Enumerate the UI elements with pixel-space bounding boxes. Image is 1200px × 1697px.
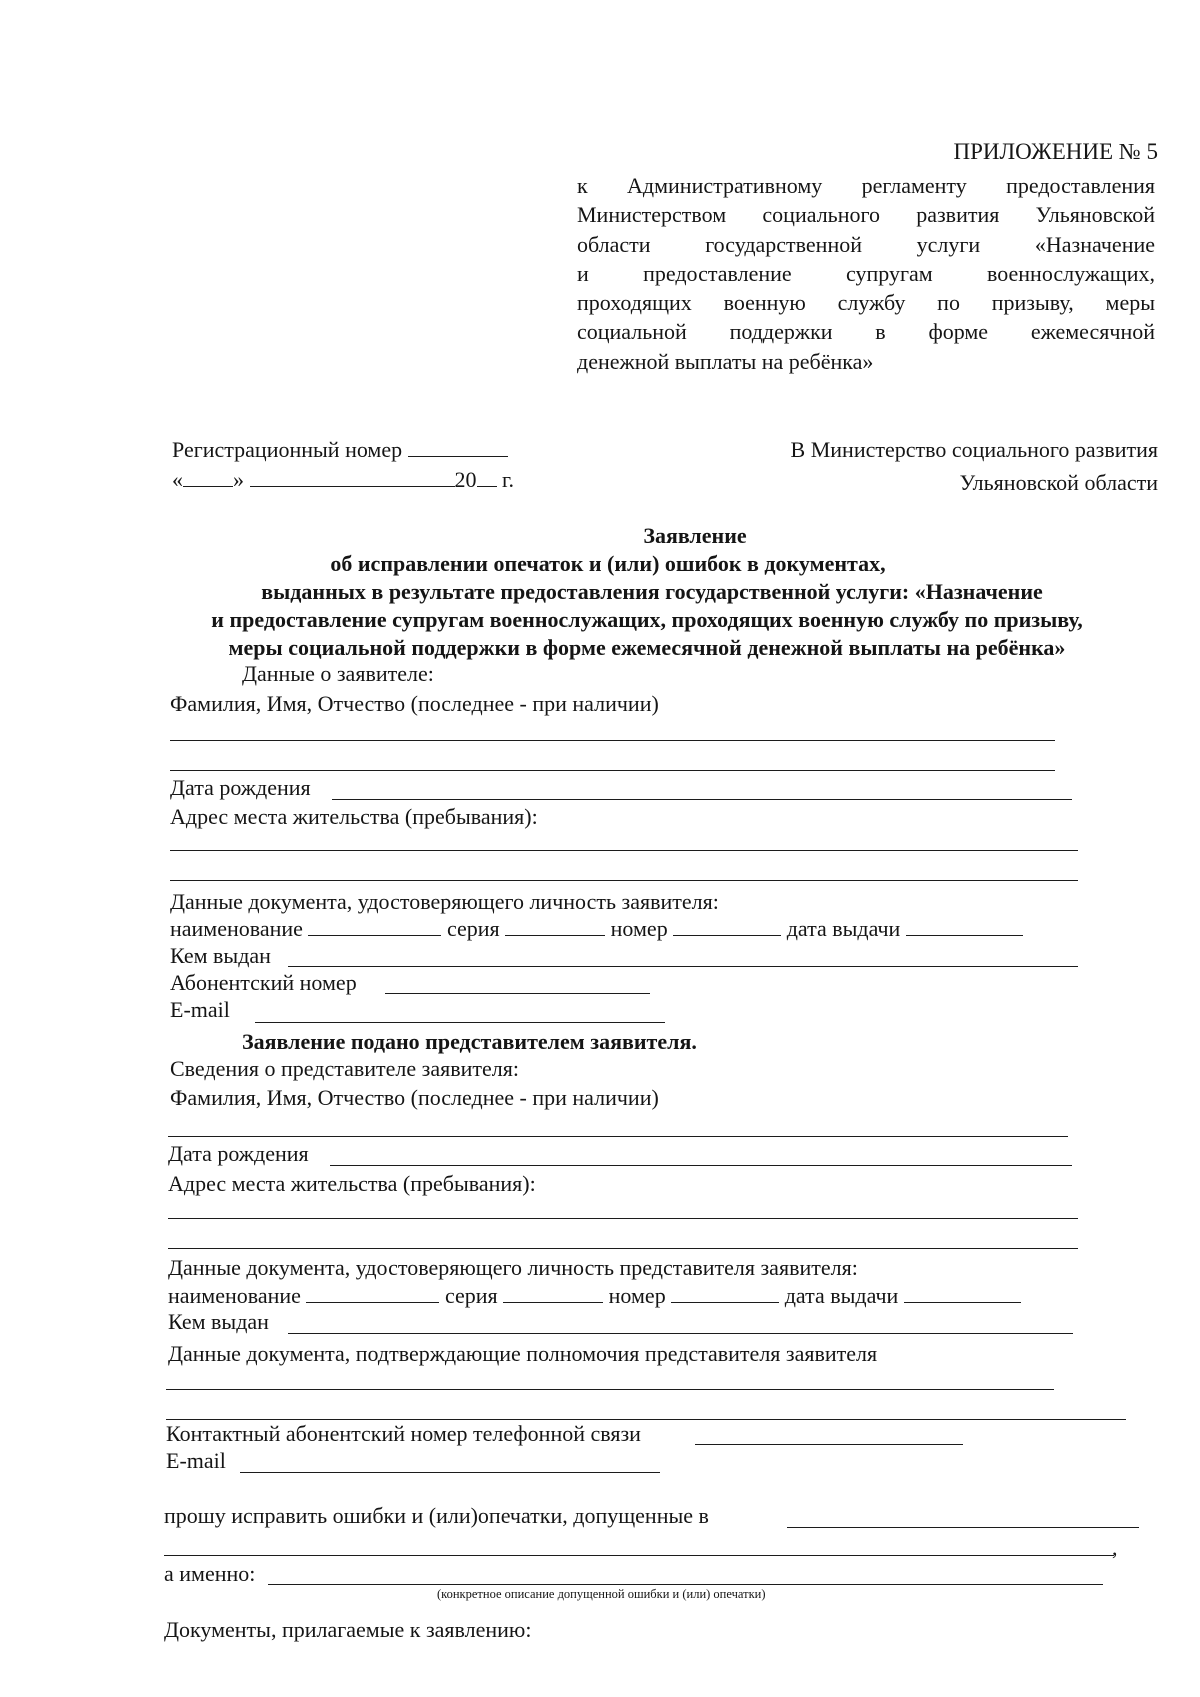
attachments-label: Документы, прилагаемые к заявлению: [164,1617,532,1642]
heading-line: меры социальной поддержки в форме ежемесячной денежной выплаты на ребёнка» [228,635,1066,660]
representative-authority-line-1[interactable] [166,1389,1054,1390]
doc-series-label: серия [446,916,500,941]
heading-line: об исправлении опечаток и (или) ошибок в документах, [330,551,886,576]
applicant-email-label: E-mail [170,997,230,1022]
applicant-doc-label: Данные документа, удостоверяющего личность заявителя: [170,889,719,914]
applicant-doc-row [170,915,1023,943]
representative-address-line-1[interactable] [168,1218,1078,1219]
appendix-line: денежной выплаты на ребёнка» [577,348,874,374]
applicant-phone-field[interactable] [385,993,650,994]
appendix-line: социальной поддержки в форме ежемесячной [577,319,1155,345]
addressee-line: В Министерство социального развития [790,437,1158,462]
representative-doc-number-field[interactable] [671,1282,779,1303]
representative-email-label: E-mail [166,1448,226,1473]
applicant-doc-series-field[interactable] [505,915,605,936]
representative-doc-label: Данные документа, удостоверяющего личность представителя заявителя: [168,1255,858,1280]
representative-heading: Заявление подано представителем заявителя. [242,1029,697,1054]
representative-doc-row [168,1282,1021,1310]
representative-phone-field[interactable] [695,1444,963,1445]
representative-doc-name-field[interactable] [306,1282,439,1303]
request-document-field[interactable] [787,1527,1139,1528]
registration-number-label: Регистрационный номер [172,437,403,462]
request-text: прошу исправить ошибки и (или)опечатки, допущенные в [164,1503,709,1528]
applicant-section-label: Данные о заявителе: [242,661,434,686]
date-month-field[interactable] [250,466,455,487]
date-year-prefix: 20 [454,467,477,492]
registration-date-row [172,466,514,494]
date-year-field[interactable] [477,466,497,487]
applicant-phone-label: Абонентский номер [170,970,357,995]
doc-date-label: дата выдачи [786,916,901,941]
namely-field[interactable] [268,1584,1103,1585]
representative-doc-series-field[interactable] [503,1282,603,1303]
applicant-doc-date-field[interactable] [906,915,1023,936]
namely-note: (конкретное описание допущенной ошибки и (или) опечатки) [437,1587,766,1601]
appendix-title: ПРИЛОЖЕНИЕ № 5 [953,139,1158,164]
applicant-address-label: Адрес места жительства (пребывания): [170,804,538,829]
representative-authority-label: Данные документа, подтверждающие полномочия представителя заявителя [168,1341,878,1366]
date-year-suffix: г. [502,467,515,492]
representative-email-field[interactable] [240,1472,660,1473]
heading-line: выданных в результате предоставления государственной услуги: «Назначение [261,579,1043,604]
request-comma: , [1112,1535,1118,1560]
applicant-issued-by-field[interactable] [288,966,1078,967]
appendix-text [577,171,1155,376]
applicant-birth-label: Дата рождения [170,775,311,800]
registration-number-field[interactable] [408,436,508,457]
doc-number-label: номер [610,916,668,941]
applicant-issued-by-label: Кем выдан [170,943,271,968]
applicant-fio-line-1[interactable] [170,740,1055,741]
representative-address-label: Адрес места жительства (пребывания): [168,1171,536,1196]
doc-name-label: наименование [170,916,303,941]
date-open-quote: « [172,467,183,492]
representative-issued-by-label: Кем выдан [168,1309,269,1334]
representative-fio-label: Фамилия, Имя, Отчество (последнее - при наличии) [170,1085,659,1110]
doc-series-label: серия [444,1283,498,1308]
applicant-doc-number-field[interactable] [673,915,781,936]
representative-doc-date-field[interactable] [904,1282,1021,1303]
representative-birth-field[interactable] [330,1165,1072,1166]
date-day-field[interactable] [183,466,233,487]
representative-fio-line[interactable] [168,1136,1068,1137]
heading-line: и предоставление супругам военнослужащих, проходящих военную службу по призыву, [211,607,1083,632]
registration-number-row [172,436,508,464]
applicant-doc-name-field[interactable] [308,915,441,936]
applicant-birth-field[interactable] [332,799,1072,800]
representative-issued-by-field[interactable] [288,1333,1073,1334]
representative-info-label: Сведения о представителе заявителя: [170,1056,519,1081]
applicant-fio-label: Фамилия, Имя, Отчество (последнее - при наличии) [170,691,659,716]
request-document-line-2[interactable] [164,1555,1114,1556]
representative-birth-label: Дата рождения [168,1141,309,1166]
doc-number-label: номер [608,1283,666,1308]
appendix-line: к Административному регламенту предоставления [577,173,1155,198]
addressee [791,436,1158,496]
appendix-line: и предоставление супругам военнослужащих, [577,260,1155,286]
date-close-quote: » [233,467,244,492]
doc-date-label: дата выдачи [784,1283,899,1308]
applicant-address-line-1[interactable] [170,850,1078,851]
doc-name-label: наименование [168,1283,301,1308]
document-title: Заявление [643,523,747,548]
applicant-fio-line-2[interactable] [170,770,1055,771]
appendix-line: Министерством социального развития Ульяновской [577,202,1155,228]
appendix-line: проходящих военную службу по призыву, меры [577,290,1155,316]
namely-label: а именно: [164,1561,256,1586]
representative-phone-label: Контактный абонентский номер телефонной связи [166,1421,641,1446]
addressee-line: Ульяновской области [959,469,1158,495]
representative-address-line-2[interactable] [168,1248,1078,1249]
appendix-line: области государственной услуги «Назначение [577,231,1155,257]
applicant-email-field[interactable] [255,1022,665,1023]
applicant-address-line-2[interactable] [170,880,1078,881]
